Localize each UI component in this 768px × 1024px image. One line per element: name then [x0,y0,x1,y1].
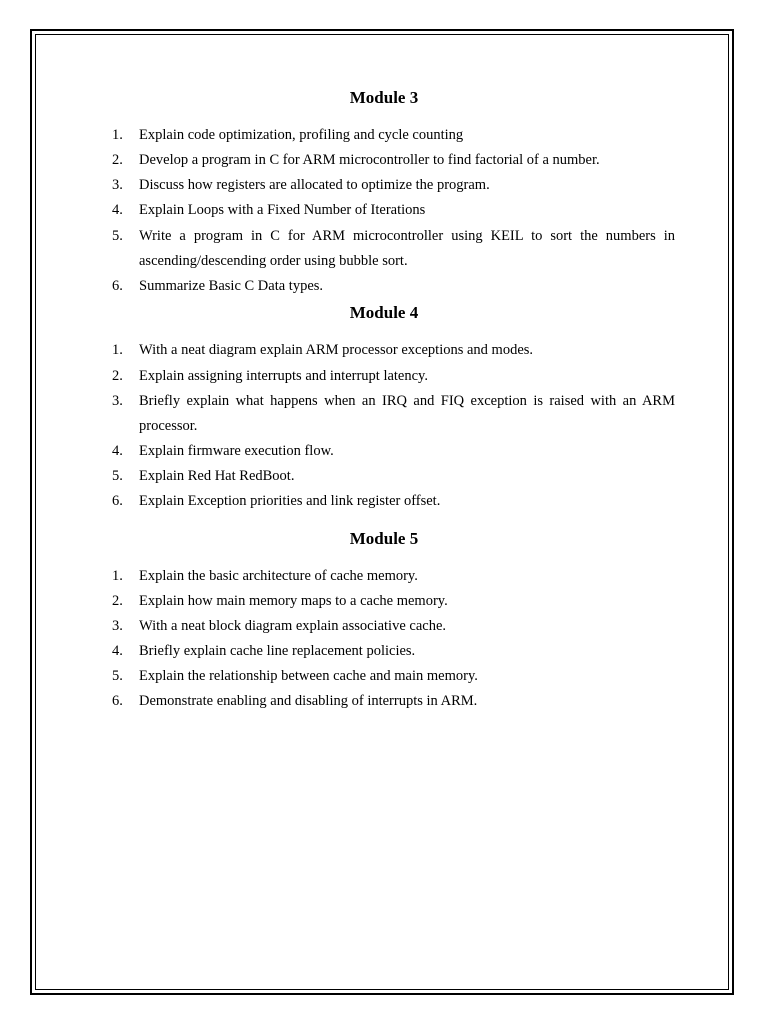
item-text: Explain the basic architecture of cache memory. [139,568,418,584]
item-text: Explain the relationship between cache and main memory. [139,668,478,684]
item-number: 5. [112,668,123,684]
item-number: 4. [112,202,123,218]
item-text: Discuss how registers are allocated to optimize the program. [139,177,490,193]
item-number: 5. [112,468,123,484]
item-number: 4. [112,443,123,459]
module-3-title: Module 3 [349,88,419,107]
item-text: Explain how main memory maps to a cache memory. [139,593,448,609]
item-text: Explain assigning interrupts and interrupt latency. [139,368,428,384]
item-number: 4. [112,643,123,659]
item-text: Briefly explain what happens when an IRQ and FIQ exception is raised with an ARM processor. [139,393,675,434]
item-text: With a neat block diagram explain associative cache. [139,618,447,634]
item-number: 6. [112,693,123,709]
item-text: Explain code optimization, profiling and cycle counting [139,127,464,143]
item-text: Demonstrate enabling and disabling of interrupts in ARM. [139,693,478,709]
item-text: Explain Loops with a Fixed Number of Iterations [139,202,426,218]
item-number: 1. [112,568,123,584]
item-text: Summarize Basic C Data types. [139,278,324,294]
item-number: 2. [112,593,123,609]
item-text: Briefly explain cache line replacement policies. [139,643,416,659]
item-number: 1. [112,127,123,143]
item-text: Write a program in C for ARM microcontroller using KEIL to sort the numbers in ascending/descending order using bubble sort. [139,228,675,269]
item-number: 3. [112,393,123,409]
item-number: 1. [112,342,123,358]
item-number: 5. [112,228,123,244]
item-text: With a neat diagram explain ARM processor exceptions and modes. [139,342,534,358]
item-text: Explain Red Hat RedBoot. [139,468,295,484]
item-number: 3. [112,177,123,193]
item-text: Explain firmware execution flow. [139,443,334,459]
item-text: Explain Exception priorities and link register offset. [139,493,441,509]
item-number: 6. [112,493,123,509]
item-number: 6. [112,278,123,294]
item-text: Develop a program in C for ARM microcontroller to find factorial of a number. [139,152,600,168]
item-number: 2. [112,368,123,384]
item-number: 2. [112,152,123,168]
item-number: 3. [112,618,123,634]
module-4-title: Module 4 [349,303,419,322]
module-5-title: Module 5 [349,529,419,548]
